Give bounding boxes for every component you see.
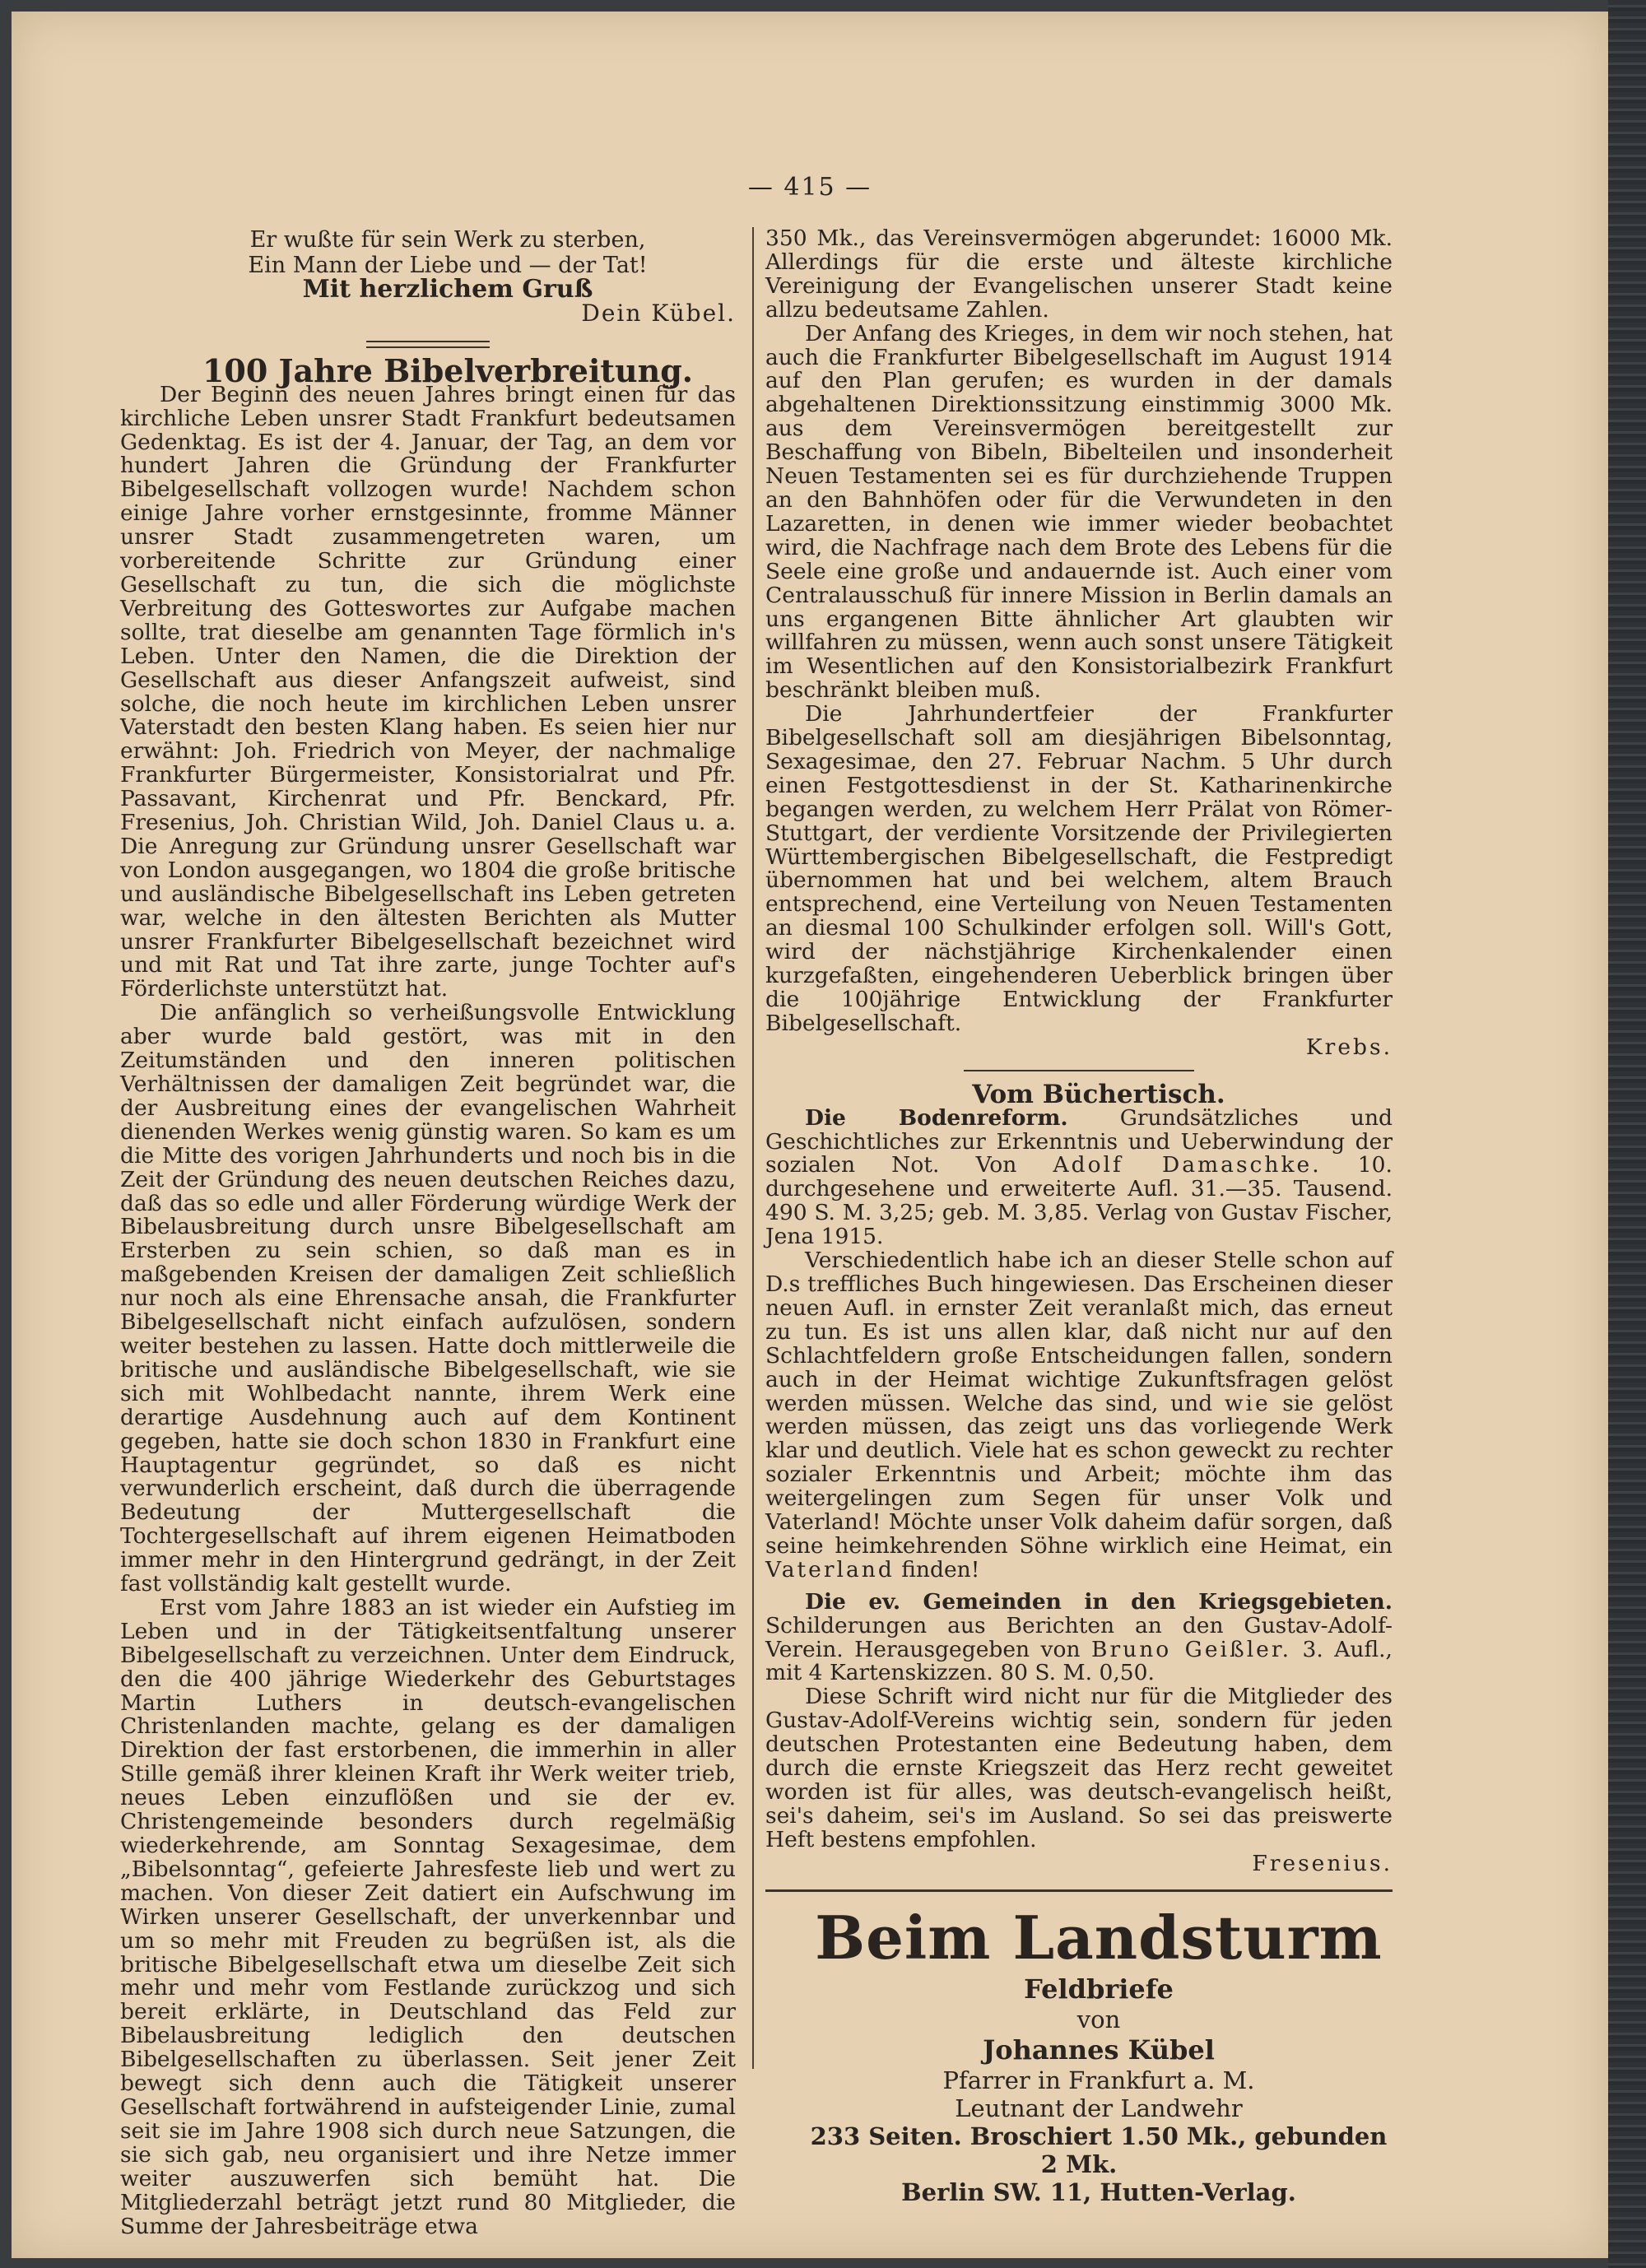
page bbox=[12, 12, 1608, 2258]
book-author-2: Bruno Geißler. bbox=[1091, 1636, 1292, 1662]
article-title: 100 Jahre Bibelverbreitung. bbox=[202, 351, 694, 389]
book-author-1: Adolf Damaschke. bbox=[1053, 1152, 1322, 1178]
page-number: — 415 — bbox=[747, 173, 872, 202]
article-paragraph-4: 350 Mk., das Vereinsvermögen abgerundet: 16000 Mk. Allerdings für die erste und älteste kirchliche Vereinigung der Evangelischen unserer Stadt keine allzu bedeutsame Zahlen. bbox=[765, 225, 1393, 323]
section-rule bbox=[964, 1070, 1194, 1071]
book-info-2b: 3. Aufl., mit 4 Kartenskizzen. 80 S. M. 0,50. bbox=[765, 1636, 1393, 1686]
advert-author: Johannes Kübel bbox=[983, 2033, 1215, 2066]
left-column bbox=[120, 227, 736, 2238]
book-info-1a: Grundsätzliches und Geschichtliches zur Erkenntnis und Ueberwindung der sozialen Not. Von bbox=[765, 1104, 1393, 1178]
advert-title: Beim Landsturm bbox=[815, 1902, 1383, 1973]
article-paragraph-1: Der Beginn des neuen Jahres bringt einen für das kirchliche Leben unsrer Stadt Frankfurt bedeutsamen Gedenktag. Es ist der 4. Januar, der Tag, an dem vor hundert Jahren die Gründung der Frankfurter Bibelgesellschaft vollzogen wurde! Nachdem schon einige Jahre vorher ernstgesinnte, fromme Männer unsrer Stadt zusammengetreten waren, um vorbereitende Schritte zur Gründung einer Gesellschaft zu tun, die sich die möglichste Verbreitung des Gotteswortes zur Aufgabe machen sollte, trat dieselbe am genannten Tage förmlich in's Leben. Unter den Namen, die die Direktion der Gesellschaft aus dieser Anfangszeit aufweist, sind solche, die noch heute im kirchlichen Leben unsrer Vaterstadt den besten Klang haben. Es seien hier nur erwähnt: Joh. Friedrich von Meyer, der nachmalige Frankfurter Bürgermeister, Konsistorialrat und Pfr. Passavant, Kirchenrat und Pfr. Benckard, Pfr. Fresenius, Joh. Christian Wild, Joh. Daniel Claus u. a. Die Anregung zur Gründung unsrer Gesellschaft war von London ausgegangen, wo 1804 die große britische und ausländische Bibelgesellschaft ins Leben getreten war, welche in den ältesten Berichten als Mutter unsrer Frankfurter Bibelgesellschaft bezeichnet wird und mit Rat und Tat ihre zarte, junge Tochter auf's Förderlichste unterstützt hat. bbox=[120, 381, 736, 1002]
article-paragraph-6: Die Jahrhundertfeier der Frankfurter Bibelgesellschaft soll am diesjährigen Bibelsonntag, Sexagesimae, den 27. Februar Nachm. 5 Uhr durch einen Festgottesdienst in der St. Katharinenkirche begangen werden, zu welchem Herr Prälat von Römer-Stuttgart, der verdiente Vorsitzende der Privilegierten Württembergischen Bibelgesellschaft, die Festpredigt übernommen hat und bei welchem, altem Brauch entsprechend, eine Verteilung von Neuen Testamenten an diesmal 100 Schulkinder erfolgen soll. Will's Gott, wird der nächstjährige Kirchenkalender einen kurzgefaßten, eingehenderen Ueberblick bringen über die 100jährige Entwicklung der Frankfurter Bibelgesellschaft. bbox=[765, 701, 1393, 1036]
article-paragraph-3: Erst vom Jahre 1883 an ist wieder ein Aufstieg im Leben und in der Tätigkeitsentfaltung unserer Bibelgesellschaft zu verzeichnen. Unter dem Eindruck, den die 400 jährige Wiederkehr des Geburtstages Martin Luthers in deutsch-evangelischen Christenlanden machte, gelang es der damaligen Direktion der fast erstorbenen, die immerhin in aller Stille gemäß ihrer kleinen Kraft ihr Werk weiter trieb, neues Leben einzuflößen und sie der ev. Christengemeinde besonders durch regelmäßig wiederkehrende, am Sonntag Sexagesimae, dem „Bibelsonntag“, gefeierte Jahresfeste lieb und wert zu machen. Von dieser Zeit datiert ein Aufschwung im Wirken unserer Gesellschaft, der unverkennbar und um so mehr mit Freuden zu begrüßen ist, als die britische Bibelgesellschaft etwa um dieselbe Zeit sich mehr und mehr vom Festlande zurückzog und sich bereit erklärte, in Deutschland das Feld zur Bibelausbreitung lediglich den deutschen Bibelgesellschaften zu überlassen. Seit jener Zeit bewegt sich denn auch die Tätigkeit unserer Gesellschaft fortwährend in aufsteigender Linie, zumal seit sie im Jahre 1908 sich durch neue Satzungen, die sie sich gab, neu organisiert und ihre Netze immer weiter auszuwerfen sich bemüht hat. Die Mitgliederzahl beträgt jetzt rund 80 Mitglieder, die Summe der Jahresbeiträge etwa bbox=[120, 1594, 736, 2239]
book-title-1: Die Bodenreform. bbox=[805, 1104, 1068, 1131]
poem-line-1: Er wußte für sein Werk zu sterben, bbox=[249, 227, 646, 253]
advert-role-1: Pfarrer in Frankfurt a. M. bbox=[942, 2066, 1255, 2094]
signature: Dein Kübel. bbox=[581, 299, 736, 327]
book-info-2a: Schilderungen aus Berichten an den Gustav-Adolf-Verein. Herausgegeben von bbox=[765, 1612, 1393, 1662]
advert-role-2: Leutnant der Landwehr bbox=[955, 2094, 1243, 2122]
greeting: Mit herzlichem Gruß bbox=[302, 275, 593, 304]
review-1-emph-vaterland: Vaterland bbox=[765, 1556, 895, 1582]
advertisement bbox=[765, 1903, 1393, 2206]
book-entry-2 bbox=[765, 1588, 1393, 1686]
review-1-emph-wie: wie bbox=[1224, 1390, 1271, 1416]
article-paragraph-5: Der Anfang des Krieges, in dem wir noch stehen, hat auch die Frankfurter Bibelgesellschaft im August 1914 auf den Plan gerufen; es wurden in der damals abgehaltenen Direktionssitzung einstimmig 3000 Mk. aus dem Vereinsvermögen bereitgestellt zur Beschaffung von Bibeln, Bibelteilen und insonderheit Neuen Testamenten sei es für durchziehende Truppen an den Bahnhöfen oder für die Verwundeten in den Lazaretten, in denen wie immer wieder beobachtet wird, die Nachfrage nach dem Brote des Lebens für die Seele eine große und andauernde ist. Auch einer vom Centralausschuß für innere Mission in Berlin damals an uns ergangenen Bitte ähnlicher Art glaubten wir willfahren zu müssen, wenn auch sonst unsere Tätigkeit im Wesentlichen auf den Konsistorialbezirk Frankfurt beschränkt bleiben muß. bbox=[765, 320, 1393, 704]
review-1-part-b: sie gelöst werden müssen, das zeigt uns das vorliegende Werk klar und deutlich. Viele hat es schon geweckt zu rechter sozialer Erkenntnis und Arbeit; möchte ihm das weitergelingen zum Segen für unser Volk und Vaterland! Möchte unser Volk daheim dafür sorgen, daß seine heimkehrenden Söhne wirklich eine Heimat, ein bbox=[765, 1390, 1393, 1559]
article-author: Krebs. bbox=[1305, 1034, 1393, 1060]
book-title-2: Die ev. Gemeinden in den Kriegsgebieten. bbox=[805, 1588, 1393, 1615]
advert-subtitle: Feldbriefe bbox=[1024, 1973, 1174, 2005]
advert-rule bbox=[765, 1889, 1393, 1892]
review-1-part-a: Verschiedentlich habe ich an dieser Stelle schon auf D.s treffliches Buch hingewiesen. Das Erscheinen dieser neuen Aufl. in ernster Zeit veranlaßt mich, das erneut zu tun. Es ist uns allen klar, daß nicht nur auf den Schlachtfeldern große Entscheidungen fallen, sondern auch in der Heimat wichtige Zukunftsfragen gelöst werden müssen. Welche das sind, und bbox=[765, 1248, 1393, 1416]
advert-pricing: 233 Seiten. Broschiert 1.50 Mk., gebunden 2 Mk. bbox=[810, 2122, 1388, 2178]
book-binding-edge bbox=[1608, 0, 1646, 2268]
reviewer-name: Fresenius. bbox=[1252, 1850, 1393, 1876]
book-info-1b: 10. durchgesehene und erweiterte Aufl. 31.—35. Tausend. 490 S. M. 3,25; geb. M. 3,85. Verlag von Gustav Fischer, Jena 1915. bbox=[765, 1152, 1393, 1250]
section-title: Vom Büchertisch. bbox=[972, 1079, 1225, 1109]
advert-publisher: Berlin SW. 11, Hutten-Verlag. bbox=[901, 2177, 1296, 2206]
double-rule bbox=[366, 341, 490, 348]
column-divider bbox=[752, 227, 754, 2069]
book-entry-1 bbox=[765, 1104, 1393, 1250]
poem-line-2: Ein Mann der Liebe und — der Tat! bbox=[248, 253, 648, 278]
article-paragraph-2: Die anfänglich so verheißungsvolle Entwicklung aber wurde bald gestört, was mit in den Zeitumständen und den inneren politischen Verhältnissen der damaligen Zeit begründet war, die der Ausbreitung eines der evangelischen Wahrheit dienenden Werkes wenig günstig waren. So kam es um die Mitte des vorigen Jahrhunderts und noch bis in die Zeit der Gründung des neuen deutschen Reiches dazu, daß das so edle und aller Förderung würdige Werk der Bibelausbreitung durch unsre Bibelgesellschaft am Ersterben zu sein schien, so daß man es in maßgebenden Kreisen der damaligen Zeit schließlich nur noch als eine Ehrensache ansah, die Frankfurter Bibelgesellschaft nicht einfach aufzulösen, sondern weiter bestehen zu lassen. Hatte doch mittlerweile die britische und ausländische Bibelgesellschaft, wie sie sich mit Wohlbedacht nannte, ihrem Werk eine derartige Ausdehnung auch auf dem Kontinent gegeben, hatte sie doch schon 1830 in Frankfurt eine Hauptagentur gegründet, so daß es nicht verwunderlich erscheint, daß durch die überragende Bedeutung der Muttergesellschaft die Tochtergesellschaft auf ihrem eigenen Heimatboden immer mehr in den Hintergrund gedrängt, in der Zeit fast vollständig kalt gestellt wurde. bbox=[120, 1000, 736, 1597]
review-1-part-c: finden! bbox=[901, 1556, 980, 1582]
right-column bbox=[765, 227, 1393, 2206]
book-review-2: Diese Schrift wird nicht nur für die Mitglieder des Gustav-Adolf-Vereins wichtig sein, sondern für jeden deutschen Protestanten eine Bedeutung haben, dem durch die ernste Kriegszeit das Herz recht geweitet worden ist für alles, was deutsch-evangelisch heißt, sei's daheim, sei's im Ausland. So sei das preiswerte Heft bestens empfohlen. bbox=[765, 1684, 1393, 1852]
book-review-1 bbox=[765, 1249, 1393, 1582]
advert-von: von bbox=[1076, 2005, 1121, 2033]
